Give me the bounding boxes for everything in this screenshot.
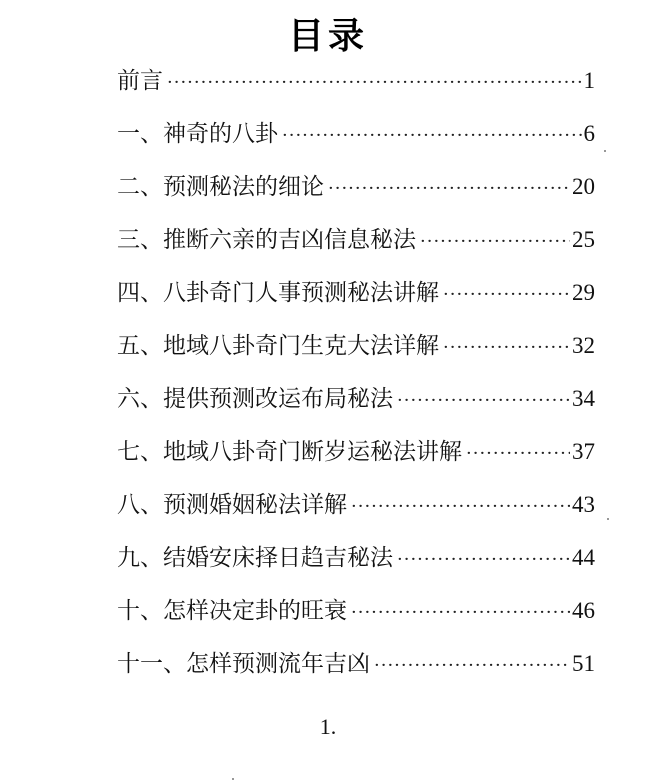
toc-entry[interactable]: [117, 115, 595, 168]
toc-dot-leader: [420, 223, 570, 261]
toc-dot-leader: [282, 117, 582, 155]
toc-entry-label: 四、八卦奇门人事预测秘法讲解: [117, 280, 439, 306]
toc-entry[interactable]: [117, 327, 595, 380]
toc-entry-label: 一、神奇的八卦: [117, 121, 278, 147]
toc-entry-page: 20: [572, 174, 595, 199]
toc-dot-leader: [351, 488, 570, 526]
toc-dot-leader: [351, 594, 570, 632]
toc-entry-label: 前言: [117, 68, 163, 94]
table-of-contents: [117, 62, 595, 698]
toc-entry-page: 37: [572, 439, 595, 464]
toc-entry-label: 九、结婚安床择日趋吉秘法: [117, 545, 393, 571]
toc-entry-page: 29: [572, 280, 595, 305]
toc-entry[interactable]: [117, 433, 595, 486]
toc-entry-label: 十一、怎样预测流年吉凶: [117, 651, 370, 677]
toc-entry-page: 25: [572, 227, 595, 252]
toc-entry[interactable]: [117, 168, 595, 221]
toc-entry[interactable]: [117, 221, 595, 274]
toc-entry[interactable]: [117, 539, 595, 592]
toc-entry-label: 十、怎样决定卦的旺衰: [117, 598, 347, 624]
toc-entry-label: 二、预测秘法的细论: [117, 174, 324, 200]
toc-entry-label: 六、提供预测改运布局秘法: [117, 386, 393, 412]
toc-entry-page: 32: [572, 333, 595, 358]
toc-entry-page: 6: [583, 121, 595, 146]
toc-dot-leader: [443, 329, 570, 367]
toc-entry-label: 五、地域八卦奇门生克大法详解: [117, 333, 439, 359]
toc-dot-leader: [443, 276, 570, 314]
toc-entry-label: 三、推断六亲的吉凶信息秘法: [117, 227, 416, 253]
page-number: 1.: [319, 714, 337, 739]
toc-dot-leader: [466, 435, 570, 473]
toc-entry-page: 51: [572, 651, 595, 676]
toc-entry-page: 43: [572, 492, 595, 517]
page-title: 目录: [287, 16, 368, 57]
toc-dot-leader: [397, 541, 570, 579]
toc-entry-label: 七、地域八卦奇门断岁运秘法讲解: [117, 439, 462, 465]
toc-dot-leader: [374, 647, 570, 685]
toc-entry-page: 34: [572, 386, 595, 411]
toc-entry-label: 八、预测婚姻秘法详解: [117, 492, 347, 518]
scan-speck: [232, 778, 234, 780]
scan-speck: [604, 150, 606, 152]
toc-entry[interactable]: [117, 274, 595, 327]
toc-entry[interactable]: [117, 380, 595, 433]
toc-entry-page: 46: [572, 598, 595, 623]
toc-entry[interactable]: [117, 486, 595, 539]
scan-speck: [607, 518, 609, 520]
toc-entry-page: 44: [572, 545, 595, 570]
toc-entry[interactable]: [117, 645, 595, 698]
toc-entry[interactable]: [117, 592, 595, 645]
toc-dot-leader: [397, 382, 570, 420]
toc-dot-leader: [167, 64, 582, 102]
toc-dot-leader: [328, 170, 570, 208]
toc-entry-page: 1: [583, 68, 595, 93]
toc-entry[interactable]: [117, 62, 595, 115]
